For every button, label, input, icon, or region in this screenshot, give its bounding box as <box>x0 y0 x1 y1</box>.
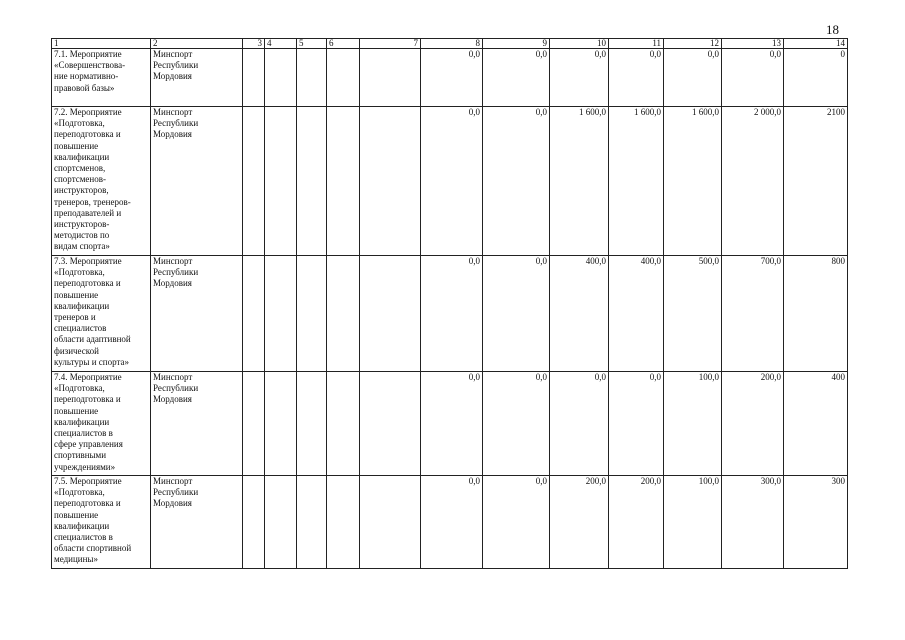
value-cell: 0,0 <box>550 49 609 107</box>
executor-cell: Минспорт Республики Мордовия <box>151 107 243 256</box>
executor-cell: Минспорт Республики Мордовия <box>151 372 243 476</box>
value-cell: 0,0 <box>664 49 722 107</box>
column-header: 9 <box>483 39 550 49</box>
column-header: 1 <box>52 39 151 49</box>
value-cell: 0,0 <box>483 107 550 256</box>
column-header: 12 <box>664 39 722 49</box>
column-header: 8 <box>421 39 483 49</box>
table-row <box>52 49 848 107</box>
value-cell: 100,0 <box>664 372 722 476</box>
column-header: 4 <box>265 39 297 49</box>
column-header: 10 <box>550 39 609 49</box>
value-cell: 2100 <box>784 107 848 256</box>
value-cell: 400,0 <box>550 256 609 372</box>
value-cell: 0,0 <box>609 49 664 107</box>
table-row <box>52 256 848 372</box>
program-activities-table <box>51 38 848 569</box>
value-cell: 0,0 <box>609 372 664 476</box>
activity-cell: 7.5. Мероприятие «Подготовка, переподготовка и повышение квалификации специалистов в области спортивной медицины» <box>52 476 151 569</box>
value-cell: 0,0 <box>421 476 483 569</box>
activity-cell: 7.3. Мероприятие «Подготовка, переподготовка и повышение квалификации тренеров и специалистов области адаптивной физической культуры и спорта» <box>52 256 151 372</box>
value-cell: 0,0 <box>483 256 550 372</box>
column-header: 13 <box>722 39 784 49</box>
value-cell: 200,0 <box>609 476 664 569</box>
activity-cell: 7.4. Мероприятие «Подготовка, переподготовка и повышение квалификации специалистов в сфере управления спортивными учреждениями» <box>52 372 151 476</box>
value-cell: 500,0 <box>664 256 722 372</box>
value-cell: 800 <box>784 256 848 372</box>
value-cell: 100,0 <box>664 476 722 569</box>
value-cell: 0,0 <box>483 476 550 569</box>
value-cell: 0,0 <box>421 256 483 372</box>
value-cell: 0,0 <box>421 107 483 256</box>
column-header: 14 <box>784 39 848 49</box>
column-header: 6 <box>327 39 360 49</box>
table-row <box>52 476 848 569</box>
value-cell: 300,0 <box>722 476 784 569</box>
executor-cell: Минспорт Республики Мордовия <box>151 49 243 107</box>
value-cell: 0,0 <box>483 372 550 476</box>
value-cell: 700,0 <box>722 256 784 372</box>
column-header: 7 <box>360 39 421 49</box>
value-cell: 200,0 <box>722 372 784 476</box>
executor-cell: Минспорт Республики Мордовия <box>151 476 243 569</box>
activity-cell: 7.2. Мероприятие «Подготовка, переподготовка и повышение квалификации спортсменов, спортсменов- инструкторов, тренеров, тренеров- преподавателей и инструкторов- методистов по видам спорта» <box>52 107 151 256</box>
value-cell: 0,0 <box>421 372 483 476</box>
column-number-row <box>52 39 848 49</box>
value-cell: 300 <box>784 476 848 569</box>
table-row <box>52 372 848 476</box>
value-cell: 2 000,0 <box>722 107 784 256</box>
column-header: 3 <box>243 39 265 49</box>
column-header: 5 <box>297 39 327 49</box>
executor-cell: Минспорт Республики Мордовия <box>151 256 243 372</box>
value-cell: 0,0 <box>550 372 609 476</box>
value-cell: 1 600,0 <box>664 107 722 256</box>
value-cell: 0,0 <box>483 49 550 107</box>
value-cell: 400,0 <box>609 256 664 372</box>
value-cell: 0,0 <box>722 49 784 107</box>
value-cell: 0,0 <box>421 49 483 107</box>
value-cell: 1 600,0 <box>609 107 664 256</box>
value-cell: 200,0 <box>550 476 609 569</box>
column-header: 11 <box>609 39 664 49</box>
value-cell: 400 <box>784 372 848 476</box>
column-header: 2 <box>151 39 243 49</box>
value-cell: 1 600,0 <box>550 107 609 256</box>
page-number: 18 <box>826 22 839 37</box>
table-row <box>52 107 848 256</box>
value-cell: 0 <box>784 49 848 107</box>
activity-cell: 7.1. Мероприятие «Совершенствова- ние нормативно- правовой базы» <box>52 49 151 107</box>
